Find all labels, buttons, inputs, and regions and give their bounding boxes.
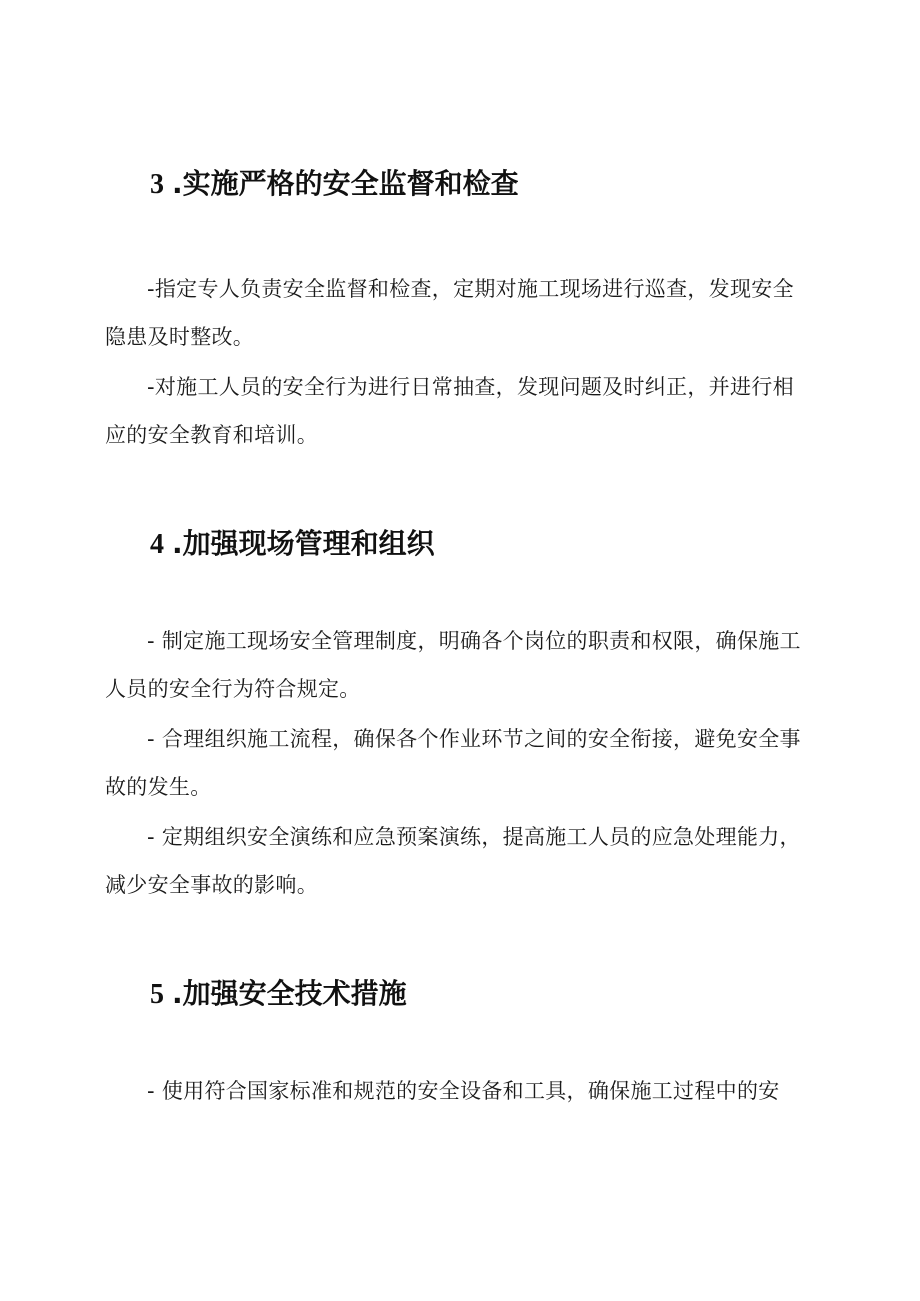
section-4-heading: [150, 527, 435, 562]
section-4-paragraph-1: - 制定施工现场安全管理制度，明确各个岗位的职责和权限，确保施工人员的安全行为符合规定。: [105, 629, 801, 701]
section-3-paragraph-2: -对施工人员的安全行为进行日常抽查，发现问题及时纠正，并进行相应的安全教育和培训。: [105, 375, 794, 447]
section-5-heading: [150, 977, 407, 1012]
section-number: 4: [150, 529, 164, 560]
section-3-paragraph-1: -指定专人负责安全监督和检查，定期对施工现场进行巡查，发现安全隐患及时整改。: [105, 277, 794, 349]
section-title: .加强现场管理和组织: [172, 527, 435, 560]
section-title: .加强安全技术措施: [172, 977, 407, 1010]
section-title: .实施严格的安全监督和检查: [172, 167, 519, 200]
section-3-heading: [150, 167, 519, 202]
section-4-paragraph-2: - 合理组织施工流程，确保各个作业环节之间的安全衔接，避免安全事故的发生。: [105, 727, 801, 799]
section-number: 3: [150, 169, 164, 200]
section-5-paragraph-1: - 使用符合国家标准和规范的安全设备和工具，确保施工过程中的安: [147, 1079, 780, 1103]
section-number: 5: [150, 979, 164, 1010]
section-4-paragraph-3: - 定期组织安全演练和应急预案演练，提高施工人员的应急处理能力，减少安全事故的影响。: [105, 825, 801, 897]
